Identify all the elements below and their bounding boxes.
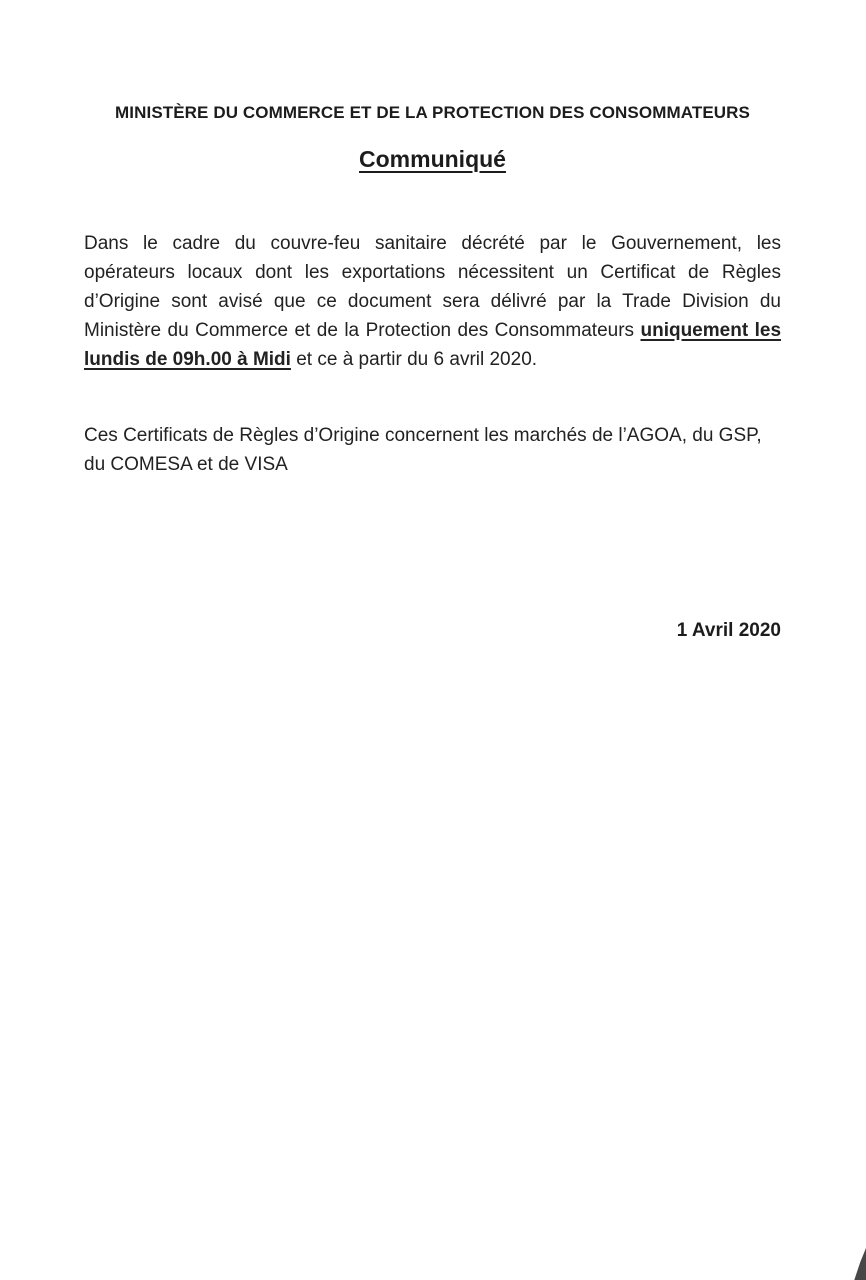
scan-corner-artifact — [853, 1248, 866, 1280]
paragraph-curfew-notice — [84, 229, 781, 374]
ministry-header-title: MINISTÈRE DU COMMERCE ET DE LA PROTECTION DES CONSOMMATEURS — [115, 103, 750, 122]
paragraph-curfew-emphasis-text: uniquement les lundis de 09h.00 à Midi — [84, 320, 782, 370]
paragraph-certificates-markets: Ces Certificats de Règles d’Origine concernent les marchés de l’AGOA, du GSP, du COMESA et de VISA — [84, 425, 762, 475]
document-date: 1 Avril 2020 — [676, 620, 781, 641]
paragraph-curfew-tail-text: et ce à partir du 6 avril 2020. — [290, 349, 538, 370]
communique-heading-text: Communiqué — [359, 146, 506, 172]
paragraph-curfew-lead-text: Dans le cadre du couvre-feu sanitaire décrété par le Gouvernement, les opérateurs locaux dont les exportations nécessitent un Certificat de Règles d’Origine sont avisé que ce document sera délivré par la Trade Division du Ministère du Commerce et de la Protection des Consommateurs — [84, 233, 781, 341]
communique-heading — [84, 146, 781, 173]
